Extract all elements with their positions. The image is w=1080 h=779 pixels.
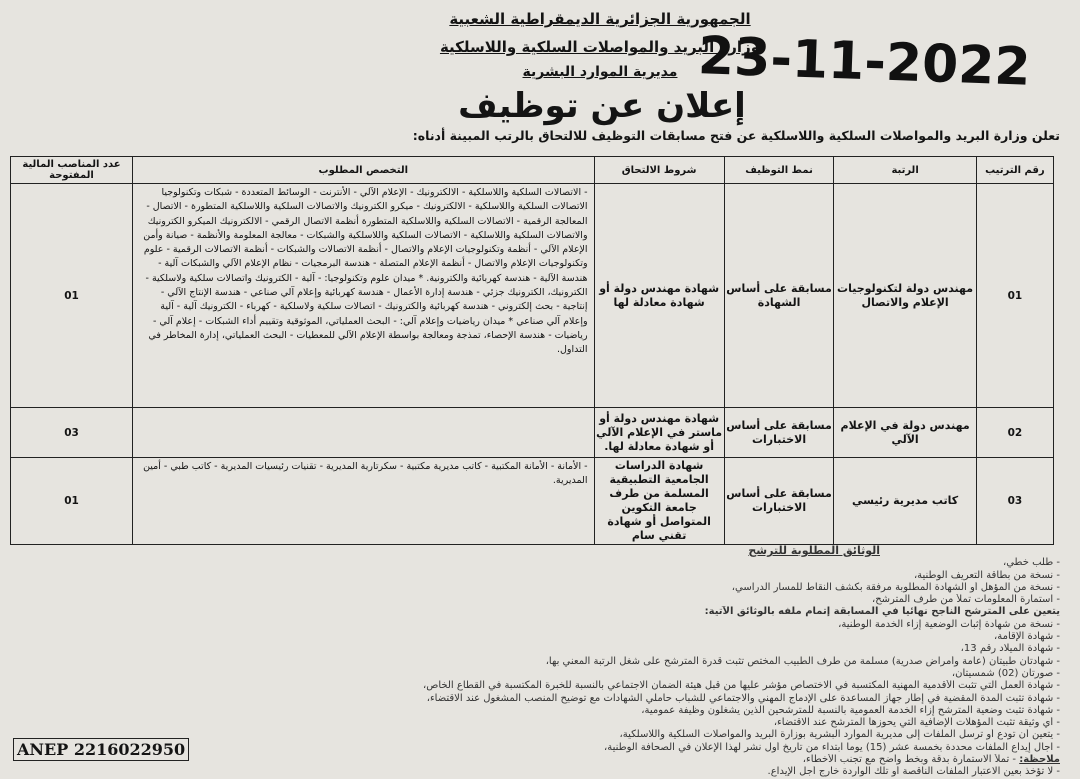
handwritten-date: 23-11-2022 (697, 26, 1032, 98)
note-item: - لا تؤخذ بعين الاعتبار الملفات الناقصة أو تلك الواردة خارج أجل الإيداع. (767, 766, 1060, 778)
header-posts: عدد المناصب المالية المفتوحة (11, 157, 133, 184)
list-item: - شهادتان طبيتان (عامة وأمراض صدرية) مسلمة من طرف الطبيب المختص تثبت قدرة المترشح على شغل الرتبة المعني بها، (545, 655, 1060, 667)
row-rank: مهندس دولة في الإعلام الآلي (834, 408, 976, 458)
list-item: - نسخة من بطاقة التعريف الوطنية، (913, 569, 1060, 581)
intro-text: تعلن وزارة البريد والمواصلات السلكية واللاسلكية عن فتح مسابقات التوظيف للالتحاق بالرتب المبينة أدناه: (412, 128, 1060, 143)
row-num: 03 (976, 458, 1053, 545)
row-cond: شهادة مهندس دولة أو ماستر في الإعلام الآلي أو شهادة معادلة لها. (594, 408, 724, 458)
row-mode: مسابقة على أساس الاختبارات (724, 408, 834, 458)
list-item: - نسخة من المؤهل أو الشهادة المطلوبة مرفقة بكشف النقاط للمسار الدراسي، (731, 581, 1060, 593)
row-spec (133, 408, 595, 458)
row-spec: - الأمانة - الأمانة المكتبية - كاتب مديرية مكتبية - سكرتارية المديرية - تقنيات رئيسيات المديرية - كاتب طبي - أمين المديرية. (133, 458, 595, 545)
row-posts: 01 (11, 184, 133, 408)
list-item: - شهادة الميلاد رقم 13، (960, 643, 1060, 655)
list-item: - يتعين أن تودع أو ترسل الملفات إلى مديرية الموارد البشرية بوزارة البريد والمواصلات السلكية واللاسلكية، (619, 729, 1060, 741)
header-mode: نمط التوظيف (724, 157, 834, 184)
table-header-row (11, 157, 1054, 184)
ministry-heading: وزارة البريد والمواصلات السلكية واللاسلكية (439, 38, 761, 56)
list-item: - شهادة تثبت المدة المقضية في إطار جهاز المساعدة على الإدماج المهني والاجتماعي للشباب حاملي الشهادات مع توضيح المنصب المشغول عند الاقتضاء، (426, 692, 1060, 704)
announcement-title: إعلان عن توظيف (458, 86, 746, 126)
row-cond: شهادة الدراسات الجامعية التطبيقية المسلمة من طرف جامعة التكوين المتواصل أو شهادة تقني سام (594, 458, 724, 545)
list-item: - آجال إيداع الملفات محددة بخمسة عشر (15) يوما ابتداء من تاريخ أول نشر لهذا الإعلان في الصحافة الوطنية، (604, 741, 1060, 753)
list-item: - طلب خطي، (1002, 557, 1060, 569)
list-item: - صورتان (02) شمسيتان، (951, 667, 1060, 679)
row-num: 02 (976, 408, 1053, 458)
republic-heading: الجمهورية الجزائرية الديمقراطية الشعبية (449, 10, 751, 28)
anep-reference: ANEP 2216022950 (13, 738, 189, 761)
list-item: يتعين على المترشح الناجح نهائيا في المسابقة إتمام ملفه بالوثائق الآتية: (704, 606, 1060, 618)
recruitment-table (10, 156, 1054, 545)
directorate-heading: مديرية الموارد البشرية (522, 64, 678, 80)
list-item: - شهادة تثبت وضعية المترشح إزاء الخدمة العمومية بالنسبة للمترشحين الذين يشغلون وظيفة عمومية، (641, 704, 1060, 716)
row-mode: مسابقة على أساس الشهادة (724, 184, 834, 408)
row-num: 01 (976, 184, 1053, 408)
table-row (11, 408, 1054, 458)
row-rank: مهندس دولة لتكنولوجيات الإعلام والاتصال (834, 184, 976, 408)
header-num: رقم الترتيب (976, 157, 1053, 184)
note-item: - تملأ الاستمارة بدقة وبخط واضح مع تجنب الأخطاء، (802, 754, 1017, 766)
list-item: - أي وثيقة تثبت المؤهلات الإضافية التي يحوزها المترشح عند الاقتضاء، (773, 717, 1060, 729)
note-label: ملاحظة: (1019, 754, 1060, 766)
row-posts: 03 (11, 408, 133, 458)
row-posts: 01 (11, 458, 133, 545)
list-item: - نسخة من شهادة إثبات الوضعية إزاء الخدمة الوطنية، (838, 618, 1060, 630)
header-cond: شروط الالتحاق (594, 157, 724, 184)
header-spec: التخصص المطلوب (133, 157, 595, 184)
documents-title: الوثائق المطلوبة للترشح (748, 544, 880, 557)
table-row (11, 458, 1054, 545)
header-rank: الرتبة (834, 157, 976, 184)
list-item: - استمارة المعلومات تملأ من طرف المترشح، (871, 594, 1060, 606)
row-mode: مسابقة على أساس الاختبارات (724, 458, 834, 545)
row-spec: - الاتصالات السلكية واللاسلكية - الالكترونيك - الإعلام الآلي - الأنترنت - الوسائط المتعددة - شبكات وتكنولوجيا الاتصالات السلكية واللاسلكية - الالكترونيك - ميكرو الكترونيك والاتصالات السلكية واللاسلكية المتطورة - الاتصال - المعالجة الرقمية - الاتصالات السلكية واللاسلكية المتطورة أنظمة الاتصال الرقمي - الالكترونيك الميكرو الكترونيك والاتصالات السلكية واللاسلكية - الاتصالات السلكية واللاسلكية والشبكات - معالجة المعلومة والأنظمة - صيانة وأمن الإعلام الآلي - أنظمة وتكنولوجيات الإعلام والاتصال - أنظمة الاتصالات والشبكات - أنظمة الاتصالات الرقمية - علوم وتكنولوجيات الإعلام والاتصال - أنظمة الإعلام المتصلة - هندسة البرمجيات - نظام الإعلام الآلي والشبكات آلية - هندسة الآلية - هندسة كهربائية والكترونية. * ميدان علوم وتكنولوجيا: - آلية - الكترونيك واتصالات سلكية ولاسلكية - الكترونيك، الكترونيك جزئي - هندسة إدارة الأعمال - هندسة كهربائية وإعلام آلي صناعي - هندسة الإنتاج الآلي - إنتاجية - بحث إلكتروني - هندسة كهربائية والكترونيك - اتصالات سلكية ولاسلكية - كهرباء - الكترونيك آلية - آلية وإعلام آلي صناعي * ميدان رياضيات وإعلام آلي: - البحث العملياتي، الموثوقية وتقييم أداء الشبكات - إعلام آلي - رياضيات - هندسة الإحصاء، تمذجة ومعالجة بواسطة الإعلام الآلي للمعطيات - البحث العملياتي، إدارة المخاطر في التداول. (133, 184, 595, 408)
row-rank: كاتب مديرية رئيسي (834, 458, 976, 545)
list-item: - شهادة العمل التي تثبت الأقدمية المهنية المكتسبة في الاختصاص مؤشر عليها من قبل هيئة الضمان الاجتماعي بالنسبة للخبرة المكتسبة في القطاع الخاص، (423, 680, 1060, 692)
row-cond: شهادة مهندس دولة أو شهادة معادلة لها (594, 184, 724, 408)
list-item: - شهادة الإقامة، (994, 631, 1060, 643)
table-row (11, 184, 1054, 408)
